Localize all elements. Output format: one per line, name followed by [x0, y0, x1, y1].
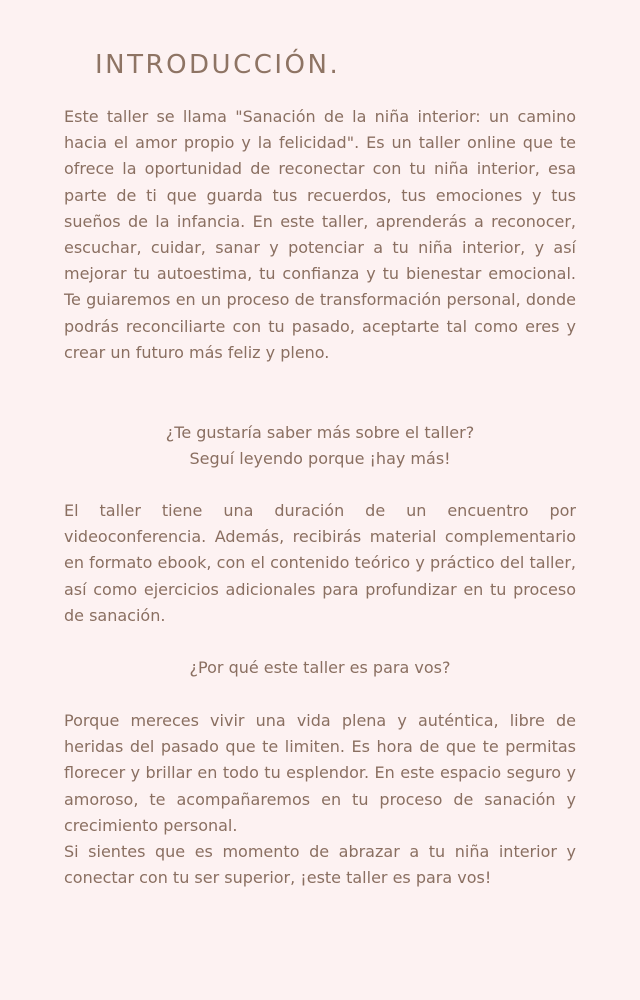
reason-paragraph: Porque mereces vivir una vida plena y auténtica, libre de heridas del pasado que te limiten. Es hora de que te permitas florecer y brillar en todo tu esplendor. En este espacio seguro y amoroso, te acompañaremos en tu proceso de sanación y crecimiento personal.	[64, 711, 576, 835]
keep-reading-line: Seguí leyendo porque ¡hay más!	[189, 449, 451, 469]
page-title: INTRODUCCIÓN.	[95, 50, 341, 80]
intro-paragraph: Este taller se llama "Sanación de la niña interior: un camino hacia el amor propio y la felicidad". Es un taller online que te ofrece la oportunidad de reconectar con tu niña interior, esa parte de ti que guarda tus recuerdos, tus emociones y tus sueños de la infancia. En este taller, aprenderás a reconocer, escuchar, cuidar, sanar y potenciar a tu niña interior, y así mejorar tu autoestima, tu confianza y tu bienestar emocional. Te guiaremos en un proceso de transformación personal, donde podrás reconciliarte con tu pasado, aceptarte tal como eres y crear un futuro más feliz y pleno.	[64, 107, 576, 362]
why-question: ¿Por qué este taller es para vos?	[189, 658, 451, 677]
duration-paragraph: El taller tiene una duración de un encuentro por videoconferencia. Además, recibirás material complementario en formato ebook, con el contenido teórico y práctico del taller, así como ejercicios adicionales para profundizar en tu proceso de sanación.	[64, 501, 576, 625]
more-info-question: ¿Te gustaría saber más sobre el taller?	[165, 423, 475, 442]
more-info-prompt	[64, 420, 576, 472]
closing-paragraph: Si sientes que es momento de abrazar a tu niña interior y conectar con tu ser superior, ¡este taller es para vos!	[64, 842, 576, 888]
why-heading	[64, 655, 576, 681]
